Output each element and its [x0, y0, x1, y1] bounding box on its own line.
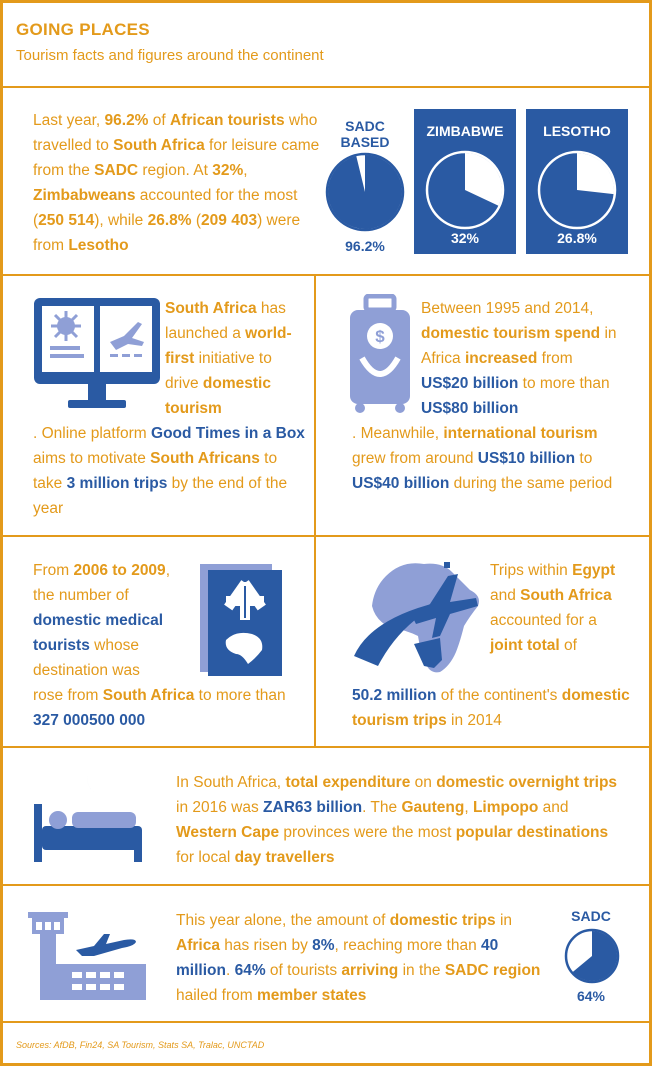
divider [3, 86, 649, 88]
lesotho-pie [535, 148, 619, 232]
sadc-based-pie [323, 150, 407, 234]
divider [3, 746, 649, 748]
lesotho-label: LESOTHO [543, 123, 611, 139]
domestic-trips-text: This year alone, the amount of domestic trips in Africa has risen by 8%, reaching more than 40 million. 64% of tourists arriving in the SADC region hailed from member states [176, 912, 541, 1004]
divider [3, 274, 649, 276]
egypt-sa-text-top: Trips within Egypt and South Africa accounted for a joint total of [490, 562, 616, 654]
divider [3, 884, 649, 886]
zimbabwe-value: 32% [450, 230, 480, 246]
sadc-tourists-text: Last year, 96.2% of African tourists who travelled to South Africa for leisure came from the SADC region. At 32%, Zimbabweans accounted for the most (250 514), while 26.8% (209 403) were from Lesotho [33, 112, 320, 254]
sadc-member-pie [563, 927, 621, 985]
overnight-trips-text: In South Africa, total expenditure on domestic overnight trips in 2016 was ZAR63 billion. The Gauteng, Limpopo and Western Cape provinces were the most popular destinations for local day travellers [176, 774, 618, 866]
bed-moon-icon [30, 766, 150, 866]
zimbabwe-pie [423, 148, 507, 232]
spend-text-bottom: . Meanwhile, international tourism grew from around US$10 billion to US$40 billion during the same period [352, 425, 613, 492]
medical-text-bottom: rose from South Africa to more than 327 000500 000 [33, 687, 286, 729]
svg-text:$: $ [375, 327, 385, 346]
airport-tower-icon [24, 906, 154, 1006]
sadc-pie-value: 64% [576, 988, 606, 1004]
spend-text-top: Between 1995 and 2014, domestic tourism spend in Africa increased from US$20 billion to more than US$80 billion [421, 300, 617, 417]
good-times-text-top: South Africa has launched a world-first initiative to drive domestic tourism [165, 300, 292, 417]
egypt-sa-text-bottom: 50.2 million of the continent's domestic tourism trips in 2014 [352, 687, 630, 729]
lesotho-value: 26.8% [557, 230, 597, 246]
pie-slice-lesotho [577, 153, 614, 194]
pie-slice-sadc-based [328, 155, 402, 229]
medical-text-top: From 2006 to 2009, the number of domestic medical tourists whose destination was [33, 562, 170, 679]
divider [3, 1021, 649, 1023]
page-title: GOING PLACES [16, 20, 150, 39]
sadc-based-value: 96.2% [345, 238, 385, 254]
suitcase-icon [344, 294, 416, 416]
sadc-pie-label: SADC [571, 908, 611, 924]
divider [3, 535, 649, 537]
sources-footnote: Sources: AfDB, Fin24, SA Tourism, Stats SA, Tralac, UNCTAD [16, 1040, 265, 1050]
africa-airplane-icon [352, 556, 492, 686]
sadc-based-label: SADC BASED [340, 118, 390, 150]
zimbabwe-label: ZIMBABWE [426, 123, 504, 139]
good-times-text-bottom: . Online platform Good Times in a Box aims to motivate South Africans to take 3 million trips by the end of the year [33, 425, 305, 517]
divider [314, 276, 316, 746]
computer-monitor-icon [32, 296, 162, 416]
medical-passport-icon [196, 560, 288, 680]
page-subtitle: Tourism facts and figures around the continent [16, 47, 324, 64]
